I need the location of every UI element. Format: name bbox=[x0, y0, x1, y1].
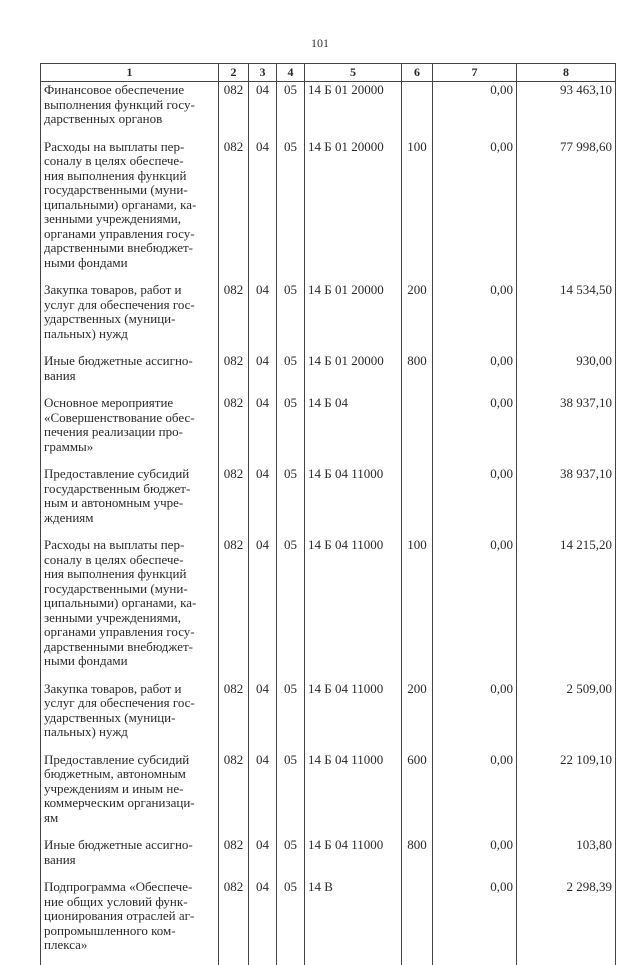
row-name-line: ными фондами bbox=[44, 653, 128, 668]
row-name-line: Основное мероприятие bbox=[44, 395, 174, 410]
ministry-code-cell: 082 bbox=[219, 753, 249, 839]
table-row bbox=[41, 396, 616, 467]
row-name-cell bbox=[41, 880, 219, 965]
table-row bbox=[41, 82, 616, 140]
row-name-cell bbox=[41, 682, 219, 753]
row-name-line: «Совершенствование обес- bbox=[44, 409, 195, 425]
amount-col7-cell: 0,00 bbox=[433, 753, 517, 839]
section-code-cell: 04 bbox=[249, 354, 277, 396]
subsection-code-cell: 05 bbox=[277, 880, 305, 965]
section-code-cell: 04 bbox=[249, 396, 277, 467]
row-name-line: государственным бюджет- bbox=[44, 480, 191, 496]
header-col-5: 5 bbox=[305, 64, 402, 82]
row-name-line: услуг для обеспечения гос- bbox=[44, 695, 195, 710]
row-name-line: ния выполнения функций bbox=[44, 566, 187, 581]
row-name-cell bbox=[41, 838, 219, 880]
header-col-8: 8 bbox=[517, 64, 616, 82]
section-code-cell: 04 bbox=[249, 283, 277, 354]
amount-col8-cell: 38 937,10 bbox=[517, 396, 616, 467]
amount-col8-cell: 77 998,60 bbox=[517, 140, 616, 284]
row-name-line: органами управления госу- bbox=[44, 624, 195, 639]
row-name-cell bbox=[41, 82, 219, 140]
target-article-cell: 14 Б 04 11000 bbox=[305, 682, 402, 753]
row-name-cell bbox=[41, 538, 219, 682]
row-name-line: ципальными) органами, ка- bbox=[44, 595, 197, 610]
table-row bbox=[41, 880, 616, 965]
section-code-cell: 04 bbox=[249, 753, 277, 839]
amount-col8-cell: 93 463,10 bbox=[517, 82, 616, 140]
subsection-code-cell: 05 bbox=[277, 82, 305, 140]
amount-col7-cell: 0,00 bbox=[433, 396, 517, 467]
expense-type-cell: 100 bbox=[402, 140, 433, 284]
ministry-code-cell: 082 bbox=[219, 467, 249, 538]
row-name-line: пальных) нужд bbox=[44, 325, 128, 341]
table-row bbox=[41, 140, 616, 284]
amount-col7-cell: 0,00 bbox=[433, 880, 517, 965]
row-name-cell bbox=[41, 753, 219, 839]
table-row bbox=[41, 838, 616, 880]
header-col-1: 1 bbox=[41, 64, 219, 82]
row-name-line: зенными учреждениями, bbox=[44, 211, 181, 226]
ministry-code-cell: 082 bbox=[219, 838, 249, 880]
row-name-line: коммерческим организаци- bbox=[44, 795, 195, 810]
amount-col7-cell: 0,00 bbox=[433, 682, 517, 753]
amount-col7-cell: 0,00 bbox=[433, 354, 517, 396]
row-name-line: выполнения функций госу- bbox=[44, 96, 195, 112]
section-code-cell: 04 bbox=[249, 140, 277, 284]
expense-type-cell: 200 bbox=[402, 283, 433, 354]
header-col-7: 7 bbox=[433, 64, 517, 82]
subsection-code-cell: 05 bbox=[277, 682, 305, 753]
target-article-cell: 14 Б 01 20000 bbox=[305, 354, 402, 396]
subsection-code-cell: 05 bbox=[277, 140, 305, 284]
section-code-cell: 04 bbox=[249, 82, 277, 140]
row-name-line: Расходы на выплаты пер- bbox=[44, 138, 185, 154]
row-name-line: дарственными внебюджет- bbox=[44, 638, 193, 654]
row-name-line: ям bbox=[44, 809, 59, 825]
expense-type-cell bbox=[402, 467, 433, 538]
budget-table bbox=[40, 63, 616, 965]
ministry-code-cell: 082 bbox=[219, 538, 249, 682]
row-name-line: ударственных (муници- bbox=[44, 709, 176, 725]
row-name-line: ципальными) органами, ка- bbox=[44, 196, 197, 212]
row-name-line: ударственных (муници- bbox=[44, 311, 176, 326]
expense-type-cell: 600 bbox=[402, 753, 433, 839]
row-name-cell bbox=[41, 283, 219, 354]
target-article-cell: 14 Б 04 11000 bbox=[305, 753, 402, 839]
row-name-cell bbox=[41, 396, 219, 467]
amount-col7-cell: 0,00 bbox=[433, 838, 517, 880]
row-name-line: Иные бюджетные ассигно- bbox=[44, 837, 193, 852]
row-name-line: государственными (муни- bbox=[44, 182, 188, 197]
row-name-line: Закупка товаров, работ и bbox=[44, 680, 182, 696]
amount-col7-cell: 0,00 bbox=[433, 82, 517, 140]
row-name-line: вания bbox=[44, 851, 76, 867]
amount-col8-cell: 103,80 bbox=[517, 838, 616, 880]
expense-type-cell: 800 bbox=[402, 838, 433, 880]
ministry-code-cell: 082 bbox=[219, 354, 249, 396]
row-name-line: ным и автономным учре- bbox=[44, 495, 184, 510]
row-name-line: граммы» bbox=[44, 438, 94, 454]
table-header bbox=[41, 64, 616, 82]
row-name-line: соналу в целях обеспече- bbox=[44, 153, 184, 168]
section-code-cell: 04 bbox=[249, 682, 277, 753]
target-article-cell: 14 Б 04 11000 bbox=[305, 538, 402, 682]
table-row bbox=[41, 682, 616, 753]
row-name-line: пальных) нужд bbox=[44, 724, 128, 739]
amount-col8-cell: 2 509,00 bbox=[517, 682, 616, 753]
row-name-line: Иные бюджетные ассигно- bbox=[44, 353, 193, 368]
row-name-line: соналу в целях обеспече- bbox=[44, 551, 184, 567]
target-article-cell: 14 Б 04 11000 bbox=[305, 838, 402, 880]
row-name-line: Предоставление субсидий bbox=[44, 466, 190, 481]
header-col-4: 4 bbox=[277, 64, 305, 82]
amount-col8-cell: 14 215,20 bbox=[517, 538, 616, 682]
expense-type-cell: 200 bbox=[402, 682, 433, 753]
expense-type-cell bbox=[402, 396, 433, 467]
row-name-line: услуг для обеспечения гос- bbox=[44, 296, 195, 312]
page-number: 101 bbox=[311, 36, 329, 50]
row-name-line: дарственных органов bbox=[44, 111, 163, 126]
table-row bbox=[41, 753, 616, 839]
amount-col7-cell: 0,00 bbox=[433, 538, 517, 682]
target-article-cell: 14 Б 01 20000 bbox=[305, 140, 402, 284]
row-name-line: учреждениям и иным не- bbox=[44, 780, 184, 796]
amount-col7-cell: 0,00 bbox=[433, 140, 517, 284]
amount-col7-cell: 0,00 bbox=[433, 467, 517, 538]
row-name-line: бюджетным, автономным bbox=[44, 766, 186, 781]
section-code-cell: 04 bbox=[249, 880, 277, 965]
subsection-code-cell: 05 bbox=[277, 283, 305, 354]
row-name-line: Финансовое обеспечение bbox=[44, 82, 185, 97]
target-article-cell: 14 Б 04 11000 bbox=[305, 467, 402, 538]
header-col-3: 3 bbox=[249, 64, 277, 82]
ministry-code-cell: 082 bbox=[219, 396, 249, 467]
target-article-cell: 14 Б 01 20000 bbox=[305, 82, 402, 140]
subsection-code-cell: 05 bbox=[277, 753, 305, 839]
header-col-6: 6 bbox=[402, 64, 433, 82]
row-name-line: ждениям bbox=[44, 509, 94, 525]
row-name-line: ными фондами bbox=[44, 254, 128, 270]
expense-type-cell: 800 bbox=[402, 354, 433, 396]
section-code-cell: 04 bbox=[249, 538, 277, 682]
table-body bbox=[41, 82, 616, 965]
table-row bbox=[41, 467, 616, 538]
ministry-code-cell: 082 bbox=[219, 682, 249, 753]
expense-type-cell bbox=[402, 880, 433, 965]
subsection-code-cell: 05 bbox=[277, 838, 305, 880]
table-row bbox=[41, 283, 616, 354]
row-name-line: ния выполнения функций bbox=[44, 167, 187, 183]
amount-col8-cell: 38 937,10 bbox=[517, 467, 616, 538]
subsection-code-cell: 05 bbox=[277, 467, 305, 538]
target-article-cell: 14 В bbox=[305, 880, 402, 965]
row-name-line: Подпрограмма «Обеспече- bbox=[44, 879, 193, 894]
amount-col8-cell: 22 109,10 bbox=[517, 753, 616, 839]
ministry-code-cell: 082 bbox=[219, 140, 249, 284]
row-name-line: ропромышленного ком- bbox=[44, 922, 176, 938]
row-name-cell bbox=[41, 354, 219, 396]
row-name-line: органами управления госу- bbox=[44, 225, 195, 241]
table-row bbox=[41, 538, 616, 682]
ministry-code-cell: 082 bbox=[219, 880, 249, 965]
amount-col8-cell: 14 534,50 bbox=[517, 283, 616, 354]
expense-type-cell bbox=[402, 82, 433, 140]
row-name-cell bbox=[41, 467, 219, 538]
row-name-line: плекса» bbox=[44, 937, 88, 952]
header-row bbox=[41, 64, 616, 82]
subsection-code-cell: 05 bbox=[277, 354, 305, 396]
row-name-line: вания bbox=[44, 367, 76, 383]
row-name-line: печения реализации про- bbox=[44, 424, 183, 439]
amount-col8-cell: 930,00 bbox=[517, 354, 616, 396]
section-code-cell: 04 bbox=[249, 838, 277, 880]
expense-type-cell: 100 bbox=[402, 538, 433, 682]
target-article-cell: 14 Б 01 20000 bbox=[305, 283, 402, 354]
table-row bbox=[41, 354, 616, 396]
row-name-line: Предоставление субсидий bbox=[44, 751, 190, 767]
section-code-cell: 04 bbox=[249, 467, 277, 538]
row-name-line: ние общих условий функ- bbox=[44, 893, 188, 909]
ministry-code-cell: 082 bbox=[219, 283, 249, 354]
amount-col8-cell: 2 298,39 bbox=[517, 880, 616, 965]
ministry-code-cell: 082 bbox=[219, 82, 249, 140]
subsection-code-cell: 05 bbox=[277, 538, 305, 682]
subsection-code-cell: 05 bbox=[277, 396, 305, 467]
target-article-cell: 14 Б 04 bbox=[305, 396, 402, 467]
row-name-line: зенными учреждениями, bbox=[44, 609, 181, 625]
header-col-2: 2 bbox=[219, 64, 249, 82]
row-name-cell bbox=[41, 140, 219, 284]
row-name-line: ционирования отраслей аг- bbox=[44, 908, 195, 923]
amount-col7-cell: 0,00 bbox=[433, 283, 517, 354]
row-name-line: дарственными внебюджет- bbox=[44, 240, 193, 255]
row-name-line: государственными (муни- bbox=[44, 580, 188, 596]
row-name-line: Расходы на выплаты пер- bbox=[44, 537, 185, 552]
row-name-line: Закупка товаров, работ и bbox=[44, 282, 182, 297]
